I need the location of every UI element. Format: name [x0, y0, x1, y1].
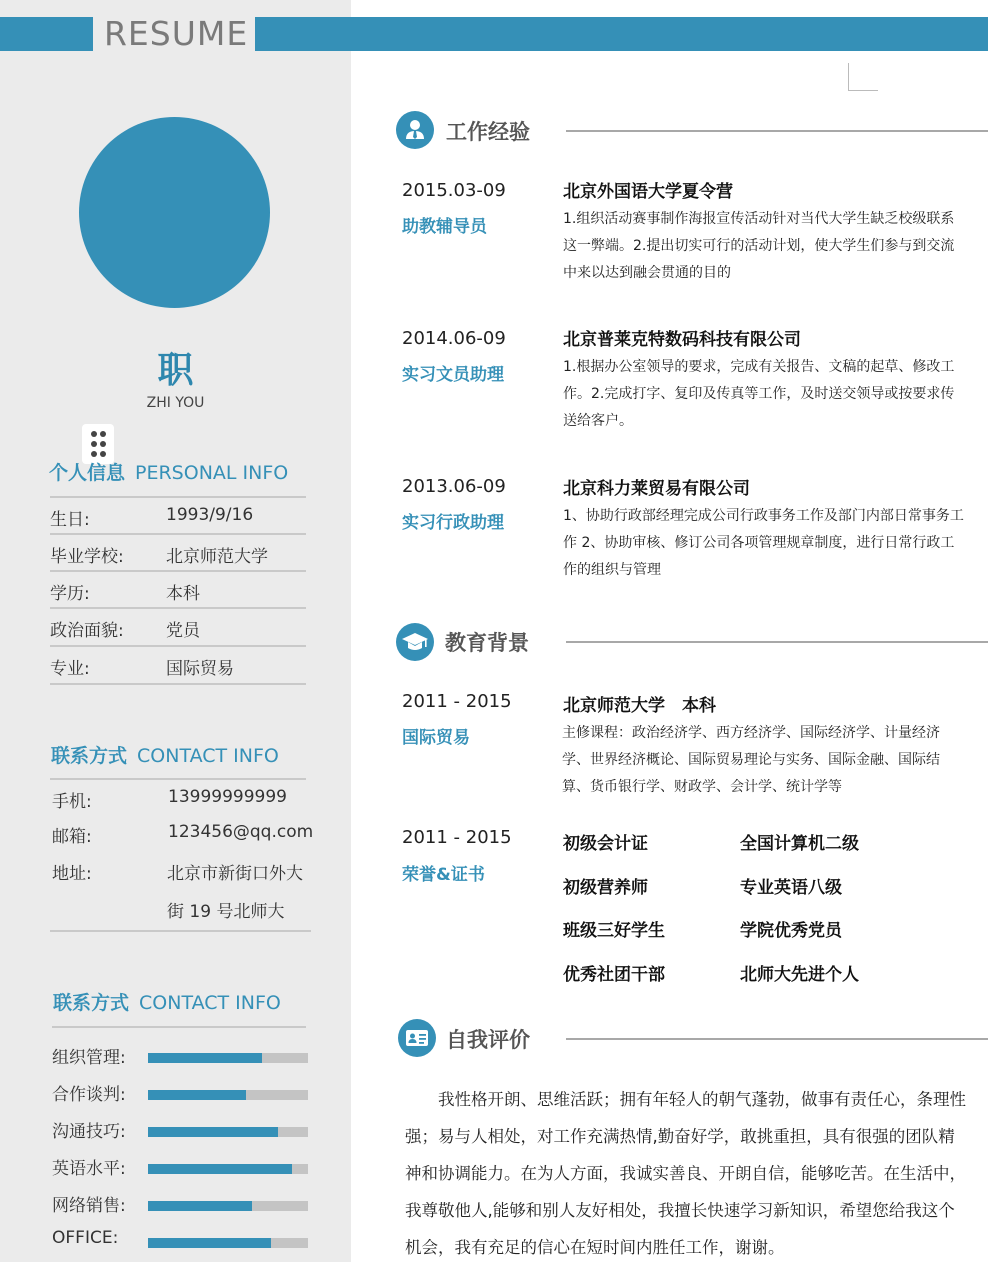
skill-bar-track — [148, 1238, 308, 1248]
skills-heading — [53, 988, 281, 1015]
contact-label: 手机: — [52, 792, 92, 812]
skill-bar-fill — [148, 1053, 262, 1063]
contact-info-heading-en: CONTACT INFO — [137, 745, 279, 767]
skill-row — [52, 1191, 312, 1221]
education-heading-line — [566, 641, 988, 643]
skills-heading-cn: 联系方式 — [53, 992, 130, 1014]
skill-bar-track — [148, 1127, 308, 1137]
education-heading: 教育背景 — [445, 631, 529, 655]
work-role: 实习文员助理 — [402, 365, 504, 385]
personal-info-heading — [49, 458, 288, 485]
contact-info-heading — [51, 741, 279, 768]
cert-item: 初级营养师 — [563, 878, 648, 898]
contact-label: 地址: — [52, 864, 92, 884]
edu-date: 2011 - 2015 — [402, 691, 512, 712]
info-label: 政治面貌: — [50, 621, 124, 641]
work-desc: 1.根据办公室领导的要求，完成有关报告、文稿的起草、修改工作。2.完成打字、复印及传真等工作，及时送交领导或按要求传送给客户。 — [563, 359, 955, 429]
skill-label: 沟通技巧: — [52, 1122, 126, 1142]
work-heading: 工作经验 — [446, 120, 530, 144]
graduation-cap-icon — [396, 623, 434, 661]
contact-value: 13999999999 — [168, 787, 287, 807]
contact-label: 邮箱: — [52, 827, 92, 847]
personal-info-heading-cn: 个人信息 — [49, 462, 126, 484]
cert-item: 全国计算机二级 — [740, 834, 859, 854]
skill-row — [52, 1154, 312, 1184]
work-role: 实习行政助理 — [402, 513, 504, 533]
work-date: 2014.06-09 — [402, 328, 506, 349]
cert-item: 学院优秀党员 — [740, 921, 842, 941]
self-eval-heading-line — [566, 1038, 988, 1040]
edu-school: 北京师范大学 本科 — [563, 696, 716, 716]
top-bar-left — [0, 17, 93, 51]
skills-divider — [52, 1026, 306, 1028]
contact-row-phone — [50, 778, 306, 815]
skill-label: 网络销售: — [52, 1196, 126, 1216]
skill-label: 组织管理: — [52, 1048, 126, 1068]
info-value: 国际贸易 — [166, 659, 234, 679]
contact-info-heading-cn: 联系方式 — [51, 745, 128, 767]
cert-item: 班级三好学生 — [563, 921, 665, 941]
cert-item: 优秀社团干部 — [563, 965, 665, 985]
skill-bar-fill — [148, 1201, 252, 1211]
skills-heading-en: CONTACT INFO — [139, 992, 281, 1014]
info-label: 毕业学校: — [50, 547, 124, 567]
skill-label: OFFICE: — [52, 1228, 119, 1248]
info-row-birthday — [50, 496, 306, 533]
skill-bar-fill — [148, 1090, 246, 1100]
edu-desc: 主修课程：政治经济学、西方经济学、国际经济学、计量经济学、世界经济概论、国际贸易理论与实务、国际金融、国际结算、货币银行学、财政学、会计学、统计学等 — [562, 725, 940, 795]
user-tie-icon — [396, 111, 434, 149]
contact-value[interactable]: 123456@qq.com — [168, 822, 314, 842]
work-org: 北京普莱克特数码科技有限公司 — [563, 330, 801, 350]
info-row-school — [50, 533, 306, 570]
top-bar-right — [255, 17, 988, 51]
skill-row — [52, 1117, 312, 1147]
skill-label: 合作谈判: — [52, 1085, 126, 1105]
contact-value-line2: 街 19 号北师大 — [167, 902, 285, 922]
info-value: 北京师范大学 — [166, 547, 268, 567]
profile-name: 职 — [157, 350, 194, 391]
skill-row — [52, 1228, 312, 1258]
skill-bar-track — [148, 1053, 308, 1063]
skill-bar-track — [148, 1201, 308, 1211]
info-label: 生日: — [50, 510, 90, 530]
self-eval-heading: 自我评价 — [446, 1028, 530, 1052]
skill-row — [52, 1080, 312, 1110]
work-desc: 1、协助行政部经理完成公司行政事务工作及部门内部日常事务工作 2、协助审核、修订公司各项管理规章制度，进行日常行政工作的组织与管理 — [563, 508, 964, 578]
profile-name-en: ZHI YOU — [146, 395, 205, 411]
cert-item: 专业英语八级 — [740, 878, 842, 898]
self-eval-text: 我性格开朗、思维活跃；拥有年轻人的朝气蓬勃，做事有责任心，条理性强；易与人相处，对工作充满热情,勤奋好学，敢挑重担，具有很强的团队精神和协调能力。在为人方面，我诚实善良、开朗自信，能够吃苦。在生活中，我尊敬他人,能够和别人友好相处，我擅长快速学习新知识，希望您给我这个机会，我有充足的信心在短时间内胜任工作，谢谢。 — [405, 1090, 966, 1257]
skill-bar-fill — [148, 1127, 278, 1137]
honor-title: 荣誉&证书 — [402, 865, 485, 885]
cert-item: 初级会计证 — [563, 834, 648, 854]
edu-major: 国际贸易 — [402, 728, 470, 748]
honor-date: 2011 - 2015 — [402, 827, 512, 848]
info-label: 专业: — [50, 659, 90, 679]
work-org: 北京科力莱贸易有限公司 — [563, 479, 750, 499]
personal-info-heading-en: PERSONAL INFO — [135, 462, 289, 484]
info-value: 1993/9/16 — [166, 505, 254, 525]
skill-label: 英语水平: — [52, 1159, 126, 1179]
contact-row-address — [50, 852, 311, 932]
work-date: 2015.03-09 — [402, 180, 506, 201]
skill-bar-fill — [148, 1238, 271, 1248]
page-corner-mark — [848, 63, 878, 91]
work-role: 助教辅导员 — [402, 217, 487, 237]
resume-title: RESUME — [104, 14, 249, 53]
info-row-major — [50, 645, 306, 685]
info-row-degree — [50, 570, 306, 607]
cert-item: 北师大先进个人 — [740, 965, 859, 985]
work-heading-line — [566, 130, 988, 132]
info-row-political-status — [50, 607, 306, 644]
info-label: 学历: — [50, 584, 90, 604]
skill-bar-track — [148, 1090, 308, 1100]
info-value: 党员 — [166, 621, 200, 641]
skill-bar-fill — [148, 1164, 292, 1174]
work-org: 北京外国语大学夏令营 — [563, 182, 733, 202]
contact-value: 北京市新街口外大 — [167, 864, 303, 884]
contact-row-email — [50, 815, 314, 852]
info-value: 本科 — [166, 584, 200, 604]
skill-row — [52, 1043, 312, 1073]
skill-bar-track — [148, 1164, 308, 1174]
work-date: 2013.06-09 — [402, 476, 506, 497]
avatar — [79, 117, 270, 308]
id-card-icon — [398, 1019, 436, 1057]
work-desc: 1.组织活动赛事制作海报宣传活动针对当代大学生缺乏校级联系这一弊端。2.提出切实可行的活动计划，使大学生们参与到交流中来以达到融会贯通的目的 — [563, 211, 955, 281]
